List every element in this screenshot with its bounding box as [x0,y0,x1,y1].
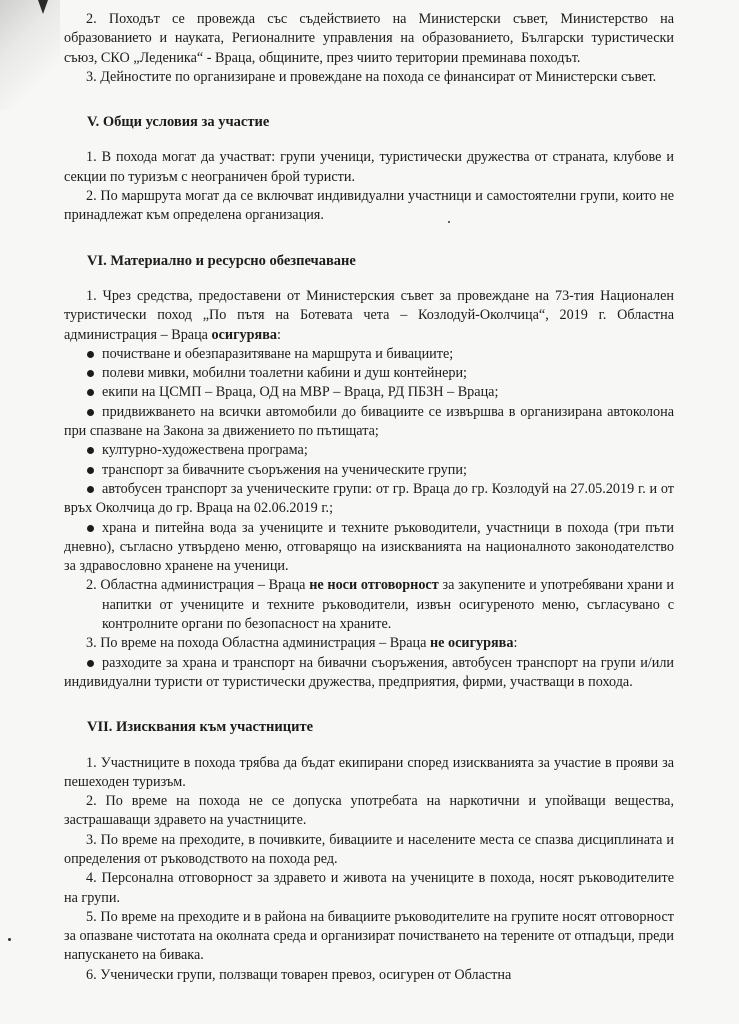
section-vi-item-2-rest: за закупените и употребявани храни и напитки от учениците и техните ръководители, извън осигуреното меню, съгласувано с контролните органи по безопасност на храните. [102,577,674,633]
list-item-text: автобусен транспорт за ученическите групи: от гр. Враца до гр. Козлодуй на 27.05.2019 г. и от връх Околчица до гр. Враца на 02.06.2019 г.; [64,480,674,517]
list-item-text: транспорт за бивачните съоръжения на ученическите групи; [102,461,467,478]
list-item [64,441,674,460]
list-item [64,461,674,480]
section-vi-item-2 [64,576,674,634]
section-vi-item-2-text: 2. Областна администрация – Враца [86,577,310,594]
scan-corner-shadow [0,0,60,110]
bullet-icon [87,486,94,493]
list-item-text: храна и питейна вода за учениците и техните ръководители, участници в похода (три пъти дневно), съгласно утвърдено меню, отговарящо на изискванията на националното законодателство за здравословно хранене на ученици. [64,519,674,575]
section-vii-heading: VII. Изисквания към участниците [87,719,314,736]
list-item-text: културно-художествена програма; [102,442,308,459]
bullet-icon [87,447,94,454]
list-item [64,403,674,442]
list-item [64,364,674,383]
list-item-text: разходите за храна и транспорт на бивачни съоръжения, автобусен транспорт на групи и/или индивидуални туристи от туристически дружества, предприятия, фирми, участващи в похода. [64,654,674,690]
section-vi-item-3-colon: : [513,635,518,652]
section-vii-item-1: 1. Участниците в похода трябва да бъдат екипирани според изискванията за участие в прояви за пешеходен туризъм. [64,754,674,790]
bullet-icon [87,370,94,377]
list-item-text: полеви мивки, мобилни тоалетни кабини и душ контейнери; [102,365,468,382]
section-vii-item-6: 6. Ученически групи, ползващи товарен превоз, осигурен от Областна [86,966,512,983]
section-vii-item-5: 5. По време на преходите и в района на бивациите ръководителите на групите носят отговорност за опазване чистотата на околната среда и организират почистването на терените от отпадъци, преди напускането на бивака. [64,908,674,964]
bullet-icon [87,525,94,532]
bullet-icon [87,389,94,396]
section-vi-item-2-emphasis: не носи отговорност [309,577,439,594]
section-vi-heading: VI. Материално и ресурсно обезпечаване [87,252,356,269]
bullet-icon [87,660,94,667]
section-v-item-2: 2. По маршрута могат да се включват индивидуални участници и самостоятелни групи, които не принадлежат към определена организация. [64,188,674,224]
scan-speck [8,938,11,941]
section-v-heading: V. Общи условия за участие [87,114,270,131]
section-vi-item-3 [64,634,674,653]
section-vi-item-1-colon: : [276,326,281,343]
section-vi-item-3-text: 3. По време на похода Областна администрация – Враца [86,635,430,652]
bullet-icon [87,467,94,474]
list-item-text: екипи на ЦСМП – Враца, ОД на МВР – Враца, РД ПБЗН – Враца; [102,384,499,401]
section-vi-item-1 [64,287,674,345]
list-item-text: почистване и обезпаразитяване на маршрута и бивациите; [102,345,454,362]
list-item-text: придвижването на всички автомобили до бивациите се извършва в организирана автоколона при спазване на Закона за движението по пътищата; [64,403,674,440]
section-vii-item-3: 3. По време на преходите, в почивките, бивациите и населените места се спазва дисциплината и определения от ръководството на похода ред. [64,831,674,867]
section-vi-exclusion-list [64,654,674,693]
section-vii-item-2: 2. По време на похода не се допуска употребата на наркотични и упойващи вещества, застрашаващи здравето на участниците. [64,793,674,829]
section-vi-item-3-emphasis: не осигурява [430,635,514,652]
list-item [64,519,674,577]
section-v-item-1: 1. В похода могат да участват: групи ученици, туристически дружества от страната, клубове и секции по туризъм с неограничен брой туристи. [64,149,674,185]
section-vi-item-1-text: 1. Чрез средства, предоставени от Министерския съвет за провеждане на 73-тия Национален туристически поход „По пътя на Ботевата чета – Козлодуй-Околчица“, 2019 г. Областна администрация – Враца [64,287,674,343]
paragraph-top-2: 2. Походът се провежда със съдействието на Министерски съвет, Министерство на образованието и науката, Регионалните управления на образованието, Български туристически съюз, СКО „Леденика“ - Враца, общините, през чиито територии преминава походът. [64,11,674,66]
section-vii-item-4: 4. Персонална отговорност за здравето и живота на учениците в похода, носят ръководителите на групи. [64,870,674,906]
paragraph-top-3: 3. Дейностите по организиране и провеждане на похода се финансират от Министерски съвет. [86,68,657,85]
list-item [64,345,674,364]
list-item [64,654,674,693]
bullet-icon [87,409,94,416]
bullet-icon [87,351,94,358]
list-item [64,480,674,519]
list-item [64,383,674,402]
section-vi-bullet-list [64,345,674,577]
document-body [64,10,674,985]
section-vi-item-1-emphasis: осигурява [211,326,277,343]
